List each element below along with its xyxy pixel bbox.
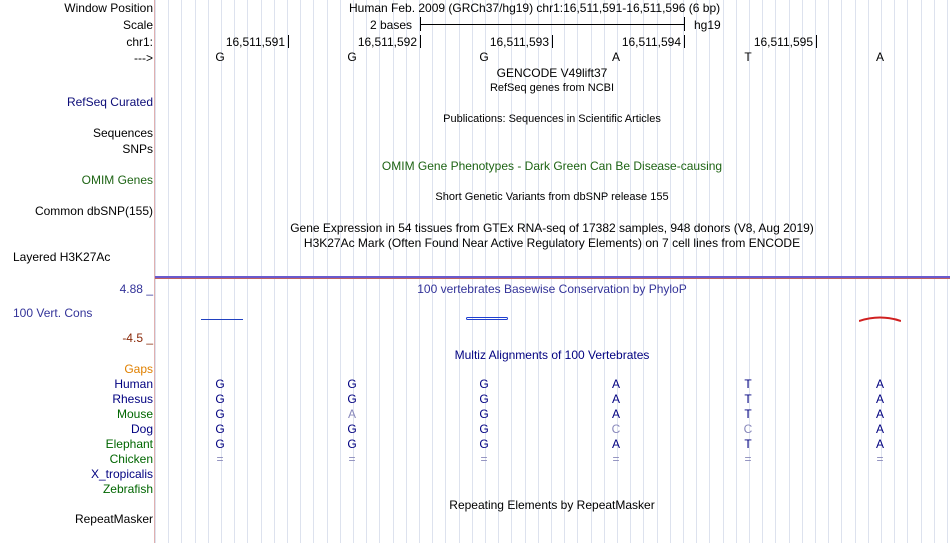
alignment-base: = (348, 452, 356, 466)
track-area[interactable] (155, 0, 950, 543)
species-label[interactable]: Human (114, 377, 153, 391)
grid-line (947, 0, 948, 543)
ruler-position-label: 16,511,595 (753, 35, 813, 49)
alignment-base: = (480, 452, 488, 466)
alignment-base: A (875, 392, 885, 406)
ruler-tick (684, 35, 685, 48)
grid-line (775, 0, 776, 543)
alignment-base: G (215, 437, 225, 451)
grid-line (657, 0, 658, 543)
gencode-track-title: GENCODE V49lift37 (496, 66, 608, 80)
h3k27ac-track-label[interactable]: Layered H3K27Ac (13, 250, 111, 264)
grid-line (340, 0, 341, 543)
grid-line (366, 0, 367, 543)
track-labels (0, 0, 153, 543)
grid-line (234, 0, 235, 543)
grid-line (432, 0, 433, 543)
alignment-base: A (611, 407, 621, 421)
alignment-base: G (479, 407, 489, 421)
alignment-base: G (215, 377, 225, 391)
scale-bar-right-tick (684, 17, 685, 31)
alignment-base: G (347, 422, 357, 436)
track-divider (155, 276, 950, 279)
alignment-base: C (743, 422, 753, 436)
dbsnp-track-label[interactable]: Common dbSNP(155) (34, 204, 153, 218)
alignment-base: = (216, 452, 224, 466)
grid-line (868, 0, 869, 543)
grid-line (828, 0, 829, 543)
alignment-base: = (612, 452, 620, 466)
grid-line (736, 0, 737, 543)
alignment-base: A (875, 377, 885, 391)
grid-line (723, 0, 724, 543)
species-label[interactable]: Mouse (116, 407, 153, 421)
alignment-base: G (215, 422, 225, 436)
species-label[interactable]: X_tropicalis (90, 467, 153, 481)
repeatmasker-track-label[interactable]: RepeatMasker (74, 512, 153, 526)
grid-line (472, 0, 473, 543)
grid-line (459, 0, 460, 543)
grid-line (894, 0, 895, 543)
window-position-value: Human Feb. 2009 (GRCh37/hg19) chr1:16,511,591-16,511,596 (6 bp) (349, 1, 721, 15)
conservation-mark-2 (466, 317, 508, 320)
reference-base: T (744, 50, 752, 64)
grid-line (327, 0, 328, 543)
grid-line (841, 0, 842, 543)
grid-line (907, 0, 908, 543)
grid-line (168, 0, 169, 543)
grid-line (855, 0, 856, 543)
alignment-base: T (744, 392, 752, 406)
window-position-label: Window Position (64, 1, 153, 15)
alignment-base: G (479, 377, 489, 391)
grid-line (670, 0, 671, 543)
alignment-base: = (876, 452, 884, 466)
reference-base: G (479, 50, 489, 64)
ruler-position-label: 16,511,593 (489, 35, 549, 49)
chrom-label: chr1: (126, 35, 153, 49)
alignment-base: = (744, 452, 752, 466)
grid-line (247, 0, 248, 543)
omim-track-label[interactable]: OMIM Genes (81, 173, 153, 187)
ruler-position-label: 16,511,591 (225, 35, 285, 49)
ruler-tick (816, 35, 817, 48)
grid-line (683, 0, 684, 543)
grid-line (445, 0, 446, 543)
grid-line (696, 0, 697, 543)
dbsnp-track-title: Short Genetic Variants from dbSNP release 155 (435, 191, 669, 203)
ruler-tick (288, 35, 289, 48)
species-label[interactable]: Rhesus (112, 392, 153, 406)
cons-max-label: 4.88 _ (119, 282, 153, 296)
grid-line (921, 0, 922, 543)
strand-label[interactable]: ---> (134, 51, 153, 65)
alignment-base: A (611, 392, 621, 406)
cons-min-label: -4.5 _ (122, 331, 153, 345)
grid-line (419, 0, 420, 543)
alignment-base: A (611, 437, 621, 451)
refseq-track-title: RefSeq genes from NCBI (489, 82, 615, 94)
publications-track-title: Publications: Sequences in Scientific Articles (443, 113, 661, 125)
ruler-tick (420, 35, 421, 48)
alignment-base: T (744, 377, 752, 391)
ruler-tick (552, 35, 553, 48)
alignment-base: A (875, 437, 885, 451)
gtex-track-title: Gene Expression in 54 tissues from GTEx RNA-seq of 17382 samples, 948 donors (V8, Aug 2019) (290, 221, 814, 235)
scale-label: Scale (122, 18, 153, 32)
grid-line (155, 0, 156, 543)
multiz-track-title: Multiz Alignments of 100 Vertebrates (454, 348, 650, 362)
alignment-base: G (215, 407, 225, 421)
alignment-base: A (875, 422, 885, 436)
species-label[interactable]: Dog (130, 422, 153, 436)
conservation-mark-3 (859, 314, 901, 322)
snps-track-label[interactable]: SNPs (122, 142, 153, 156)
alignment-base: G (347, 392, 357, 406)
scale-bar (420, 24, 685, 25)
alignment-base: A (347, 407, 357, 421)
species-label[interactable]: Elephant (105, 437, 153, 451)
ruler-position-label: 16,511,594 (621, 35, 681, 49)
grid-line (181, 0, 182, 543)
reference-base: A (875, 50, 885, 64)
reference-base: A (611, 50, 621, 64)
grid-line (643, 0, 644, 543)
scale-value: 2 bases (370, 18, 413, 32)
grid-line (934, 0, 935, 543)
scale-assembly: hg19 (694, 18, 721, 32)
grid-line (802, 0, 803, 543)
h3k27ac-track-title: H3K27Ac Mark (Often Found Near Active Regulatory Elements) on 7 cell lines from ENCODE (303, 236, 801, 250)
alignment-base: A (875, 407, 885, 421)
repeatmasker-track-title: Repeating Elements by RepeatMasker (449, 498, 655, 512)
grid-line (274, 0, 275, 543)
alignment-base: G (347, 437, 357, 451)
alignment-base: A (611, 377, 621, 391)
refseq-track-label[interactable]: RefSeq Curated (66, 95, 153, 109)
species-label[interactable]: Chicken (109, 452, 153, 466)
alignment-base: T (744, 437, 752, 451)
species-label[interactable]: Gaps (124, 362, 153, 376)
alignment-base: G (215, 392, 225, 406)
alignment-base: G (479, 422, 489, 436)
reference-base: G (215, 50, 225, 64)
grid-line (630, 0, 631, 543)
grid-line (195, 0, 196, 543)
reference-base: G (347, 50, 357, 64)
grid-line (815, 0, 816, 543)
omim-track-title: OMIM Gene Phenotypes - Dark Green Can Be Disease-causing (381, 159, 723, 173)
alignment-base: C (611, 422, 621, 436)
grid-line (208, 0, 209, 543)
grid-line (261, 0, 262, 543)
alignment-base: G (479, 437, 489, 451)
grid-line (406, 0, 407, 543)
scale-bar-left-tick (420, 17, 421, 31)
conservation-track-title: 100 vertebrates Basewise Conservation by PhyloP (417, 282, 687, 296)
grid-line (789, 0, 790, 543)
sequences-track-label[interactable]: Sequences (92, 126, 153, 140)
alignment-base: T (744, 407, 752, 421)
grid-line (313, 0, 314, 543)
conservation-mark-1 (201, 319, 243, 320)
cons-track-label[interactable]: 100 Vert. Cons (13, 306, 93, 320)
grid-line (287, 0, 288, 543)
alignment-base: G (347, 377, 357, 391)
grid-line (300, 0, 301, 543)
ruler-position-label: 16,511,592 (357, 35, 417, 49)
grid-line (393, 0, 394, 543)
alignment-base: G (479, 392, 489, 406)
species-label[interactable]: Zebrafish (102, 482, 153, 496)
grid-line (762, 0, 763, 543)
grid-line (379, 0, 380, 543)
grid-line (709, 0, 710, 543)
